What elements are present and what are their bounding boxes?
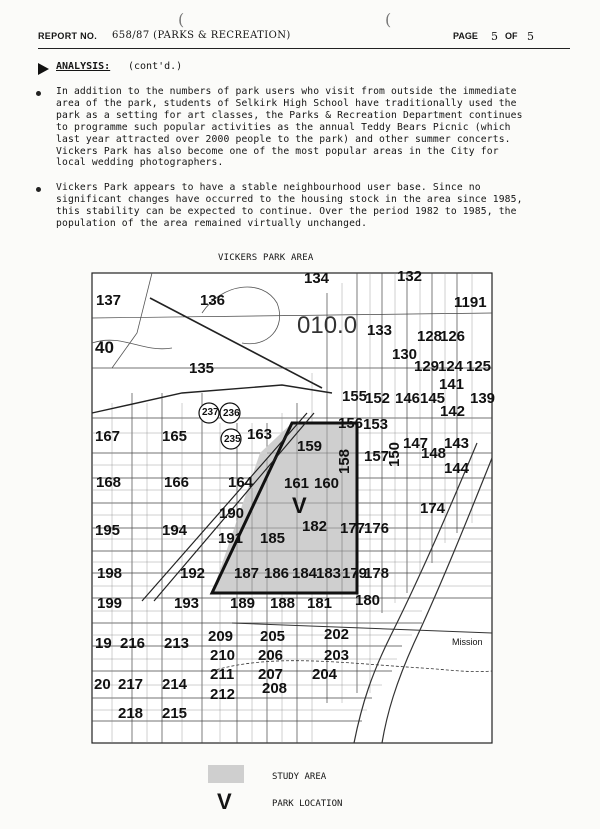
svg-text:203: 203 xyxy=(324,647,350,664)
svg-text:186: 186 xyxy=(264,565,290,582)
svg-text:148: 148 xyxy=(421,445,447,462)
svg-text:134: 134 xyxy=(304,270,330,287)
svg-text:133: 133 xyxy=(367,322,393,339)
paragraph-line: area of the park, students of Selkirk High School have traditionally used the xyxy=(56,97,517,109)
report-number-label: REPORT NO. xyxy=(38,31,98,41)
svg-text:163: 163 xyxy=(247,426,273,443)
svg-text:207: 207 xyxy=(258,666,284,683)
svg-text:202: 202 xyxy=(324,626,350,643)
legend-park-location: PARK LOCATION xyxy=(272,799,343,809)
svg-text:218: 218 xyxy=(118,705,144,722)
svg-text:161: 161 xyxy=(284,475,310,492)
svg-text:132: 132 xyxy=(397,268,423,285)
svg-text:189: 189 xyxy=(230,595,256,612)
svg-text:185: 185 xyxy=(260,530,286,547)
svg-text:150: 150 xyxy=(386,441,403,467)
svg-text:179: 179 xyxy=(342,565,368,582)
bullet-icon xyxy=(36,86,45,96)
paragraph-line: to programme such popular activities as the annual Teddy Bears Picnic (which xyxy=(56,121,511,133)
svg-text:213: 213 xyxy=(164,635,190,652)
paragraph-line: In addition to the numbers of park users who visit from outside the immediate xyxy=(56,86,517,97)
page-total: 5 xyxy=(527,30,534,43)
svg-text:194: 194 xyxy=(162,522,188,539)
svg-text:168: 168 xyxy=(96,474,122,491)
punch-hole-mark: ( xyxy=(385,10,392,29)
svg-text:165: 165 xyxy=(162,428,188,445)
legend-park-marker: V xyxy=(217,789,232,814)
svg-text:156: 156 xyxy=(338,415,364,432)
svg-text:146: 146 xyxy=(395,390,421,407)
svg-text:164: 164 xyxy=(228,474,254,491)
svg-text:160: 160 xyxy=(314,475,340,492)
paragraph-1 xyxy=(56,86,566,169)
svg-text:205: 205 xyxy=(260,628,286,645)
svg-text:152: 152 xyxy=(365,390,391,407)
paragraph-line: park as a setting for art classes, the Parks & Recreation Department continues xyxy=(56,109,523,121)
page-label: PAGE xyxy=(453,31,478,41)
svg-text:158: 158 xyxy=(336,448,353,474)
page-header xyxy=(38,30,568,46)
svg-text:195: 195 xyxy=(95,522,121,539)
svg-text:180: 180 xyxy=(355,592,381,609)
arrow-right-icon xyxy=(38,63,49,75)
svg-text:199: 199 xyxy=(97,595,123,612)
svg-text:237: 237 xyxy=(202,407,219,418)
svg-text:176: 176 xyxy=(364,520,390,537)
svg-text:178: 178 xyxy=(364,565,390,582)
page-current: 5 xyxy=(491,30,498,43)
svg-text:145: 145 xyxy=(420,390,446,407)
punch-hole-mark: ( xyxy=(178,10,185,29)
svg-text:137: 137 xyxy=(96,292,122,309)
svg-text:167: 167 xyxy=(95,428,121,445)
svg-text:135: 135 xyxy=(189,360,215,377)
svg-text:236: 236 xyxy=(223,408,240,419)
svg-text:187: 187 xyxy=(234,565,260,582)
area-code-label: 010.0 xyxy=(297,312,358,339)
block-number-partial: 40 xyxy=(95,338,114,357)
svg-text:144: 144 xyxy=(444,460,470,477)
svg-text:174: 174 xyxy=(420,500,446,517)
svg-text:184: 184 xyxy=(292,565,318,582)
header-rule xyxy=(38,48,570,49)
svg-text:159: 159 xyxy=(297,438,323,455)
svg-text:147: 147 xyxy=(403,435,429,452)
svg-text:1191: 1191 xyxy=(454,294,487,311)
svg-text:141: 141 xyxy=(439,376,465,393)
paragraph-line: local wedding photographers. xyxy=(56,157,224,169)
paragraph-line: this stability can be expected to continue. Over the period 1982 to 1985, the xyxy=(56,205,517,217)
svg-text:181: 181 xyxy=(307,595,333,612)
svg-text:215: 215 xyxy=(162,705,188,722)
svg-text:204: 204 xyxy=(312,666,338,683)
svg-text:129: 129 xyxy=(414,358,440,375)
paragraph-line: significant changes have occurred to the housing stock in the area since 1985, xyxy=(56,193,523,205)
svg-text:157: 157 xyxy=(364,448,390,465)
svg-text:235: 235 xyxy=(224,434,241,445)
svg-text:216: 216 xyxy=(120,635,146,652)
page-of-label: OF xyxy=(505,31,518,41)
svg-text:20: 20 xyxy=(94,676,111,693)
paragraph-line: last year attracted over 2000 people to the park) and other summer concerts. xyxy=(56,133,511,145)
svg-text:188: 188 xyxy=(270,595,296,612)
study-area-swatch xyxy=(208,765,244,783)
svg-text:183: 183 xyxy=(316,565,342,582)
paragraph-2 xyxy=(56,182,566,230)
svg-text:210: 210 xyxy=(210,647,236,664)
paragraph-line: Vickers Park appears to have a stable neighbourhood user base. Since no xyxy=(56,182,481,193)
vickers-park-area-map xyxy=(92,268,496,743)
svg-text:128: 128 xyxy=(417,328,443,345)
map-svg xyxy=(92,268,496,743)
section-subtitle: (cont'd.) xyxy=(128,61,183,72)
svg-text:126: 126 xyxy=(440,328,466,345)
svg-text:192: 192 xyxy=(180,565,206,582)
svg-text:214: 214 xyxy=(162,676,188,693)
svg-text:193: 193 xyxy=(174,595,200,612)
svg-text:155: 155 xyxy=(342,388,368,405)
svg-text:191: 191 xyxy=(218,530,244,547)
svg-text:19: 19 xyxy=(95,635,112,652)
svg-text:206: 206 xyxy=(258,647,284,664)
svg-text:142: 142 xyxy=(440,403,466,420)
svg-text:130: 130 xyxy=(392,346,418,363)
map-title: VICKERS PARK AREA xyxy=(218,253,314,263)
svg-text:139: 139 xyxy=(470,390,496,407)
svg-text:136: 136 xyxy=(200,292,226,309)
legend-study-area: STUDY AREA xyxy=(272,772,327,782)
svg-text:217: 217 xyxy=(118,676,144,693)
svg-text:190: 190 xyxy=(219,505,245,522)
svg-text:212: 212 xyxy=(210,686,236,703)
svg-text:211: 211 xyxy=(210,666,235,683)
svg-text:125: 125 xyxy=(466,358,492,375)
svg-text:166: 166 xyxy=(164,474,190,491)
svg-text:153: 153 xyxy=(363,416,389,433)
section-title: ANALYSIS: xyxy=(56,61,111,72)
svg-text:182: 182 xyxy=(302,518,328,535)
svg-text:198: 198 xyxy=(97,565,123,582)
park-marker: V xyxy=(292,493,307,518)
svg-text:124: 124 xyxy=(438,358,464,375)
svg-text:209: 209 xyxy=(208,628,234,645)
bullet-icon xyxy=(36,182,45,192)
svg-text:143: 143 xyxy=(444,435,470,452)
svg-text:208: 208 xyxy=(262,680,288,697)
report-number-value: 658/87 (PARKS & RECREATION) xyxy=(112,30,291,41)
paragraph-line: population of the area remained virtually unchanged. xyxy=(56,217,368,229)
mission-label: Mission xyxy=(452,637,483,647)
paragraph-line: Vickers Park has also become one of the most popular areas in the City for xyxy=(56,145,499,157)
svg-text:177: 177 xyxy=(340,520,366,537)
